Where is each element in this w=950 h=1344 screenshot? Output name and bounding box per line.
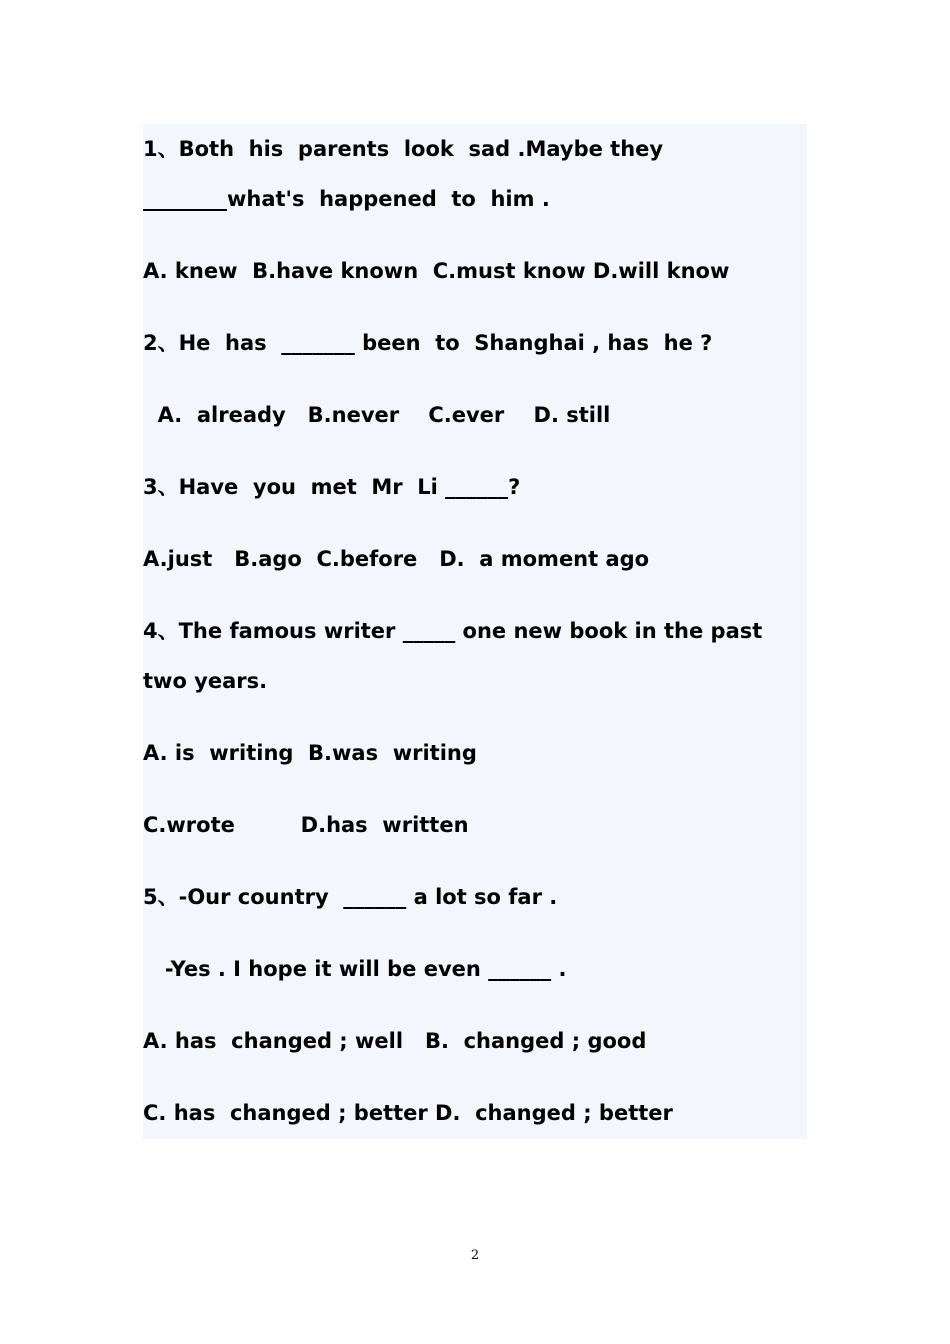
question-2-options: A. already B.never C.ever D. still: [143, 403, 611, 427]
page-number: 2: [470, 1248, 480, 1263]
question-4-options-2: C.wrote D.has written: [143, 813, 469, 837]
question-5-line-2: -Yes . I hope it will be even ______ .: [143, 957, 567, 981]
question-5-line-1: 5、-Our country ______ a lot so far .: [143, 885, 558, 909]
worksheet-content: [143, 124, 807, 1139]
question-5-options-1: A. has changed ; well B. changed ; good: [143, 1029, 647, 1053]
question-4-line-1: 4、The famous writer _____ one new book in the past: [143, 619, 763, 643]
question-1-line-1: 1、Both his parents look sad .Maybe they: [143, 137, 664, 161]
question-3-options: A.just B.ago C.before D. a moment ago: [143, 547, 650, 571]
question-4-options-1: A. is writing B.was writing: [143, 741, 477, 765]
question-2-line-1: 2、He has _______ been to Shanghai , has he ?: [143, 331, 713, 355]
question-4-line-2: two years.: [143, 669, 268, 693]
question-5-options-2: C. has changed ; better D. changed ; better: [143, 1101, 673, 1125]
question-1-line-2: ________what's happened to him .: [143, 187, 550, 211]
question-1-options: A. knew B.have known C.must know D.will know: [143, 259, 730, 283]
question-3-line-1: 3、Have you met Mr Li ______?: [143, 475, 521, 499]
